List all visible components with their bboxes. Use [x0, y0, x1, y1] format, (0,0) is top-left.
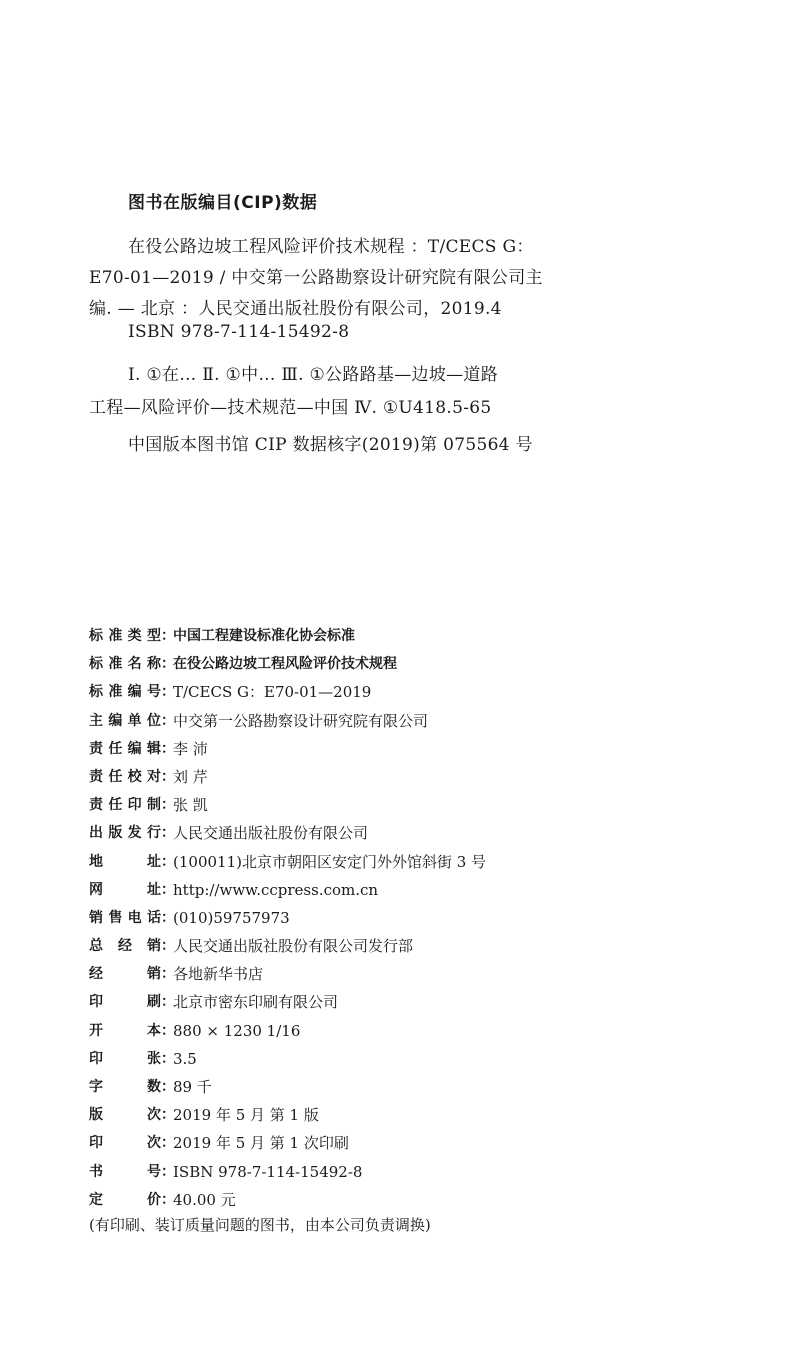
record-row	[89, 1101, 709, 1129]
record-row	[89, 848, 709, 876]
record-row	[89, 1158, 709, 1186]
cip-line: E70-01—2019 / 中交第一公路勘察设计研究院有限公司主	[89, 268, 543, 288]
record-colon: ：	[161, 1022, 175, 1039]
record-row	[89, 1129, 709, 1157]
record-colon: ：	[161, 1107, 175, 1124]
record-value: T/CECS G：E70-01—2019	[173, 683, 372, 702]
record-colon: ：	[161, 881, 175, 898]
record-colon: ：	[161, 853, 175, 870]
record-value: 张 凯	[173, 796, 208, 815]
record-label: 标准编号	[89, 684, 161, 701]
cip-record-number: 中国版本图书馆 CIP 数据核字(2019)第 075564 号	[128, 435, 533, 455]
record-label: 总经销	[89, 938, 161, 955]
record-label: 版次	[89, 1107, 161, 1124]
cip-classification: Ⅰ. ①在… Ⅱ. ①中… Ⅲ. ①公路路基—边坡—道路	[128, 365, 499, 385]
record-colon: ：	[161, 1163, 175, 1180]
cip-classification: 工程—风险评价—技术规范—中国 Ⅳ. ①U418.5-65	[89, 398, 492, 418]
record-colon: ：	[161, 684, 175, 701]
record-row	[89, 1045, 709, 1073]
record-row	[89, 1073, 709, 1101]
record-label: 出版发行	[89, 825, 161, 842]
record-value: http://www.ccpress.com.cn	[173, 880, 379, 899]
record-row	[89, 819, 709, 847]
cip-heading: 图书在版编目(CIP)数据	[128, 193, 318, 213]
record-value: 刘 芹	[173, 767, 208, 786]
record-value: 880 × 1230 1/16	[173, 1021, 301, 1040]
record-value: 在役公路边坡工程风险评价技术规程	[173, 656, 397, 673]
record-value: 李 沛	[173, 739, 208, 758]
record-colon: ：	[161, 909, 175, 926]
record-row	[89, 960, 709, 988]
record-colon: ：	[161, 797, 175, 814]
record-row	[89, 791, 709, 819]
record-label: 标准名称	[89, 656, 161, 673]
record-value: 各地新华书店	[173, 965, 264, 984]
record-label: 印次	[89, 1135, 161, 1152]
record-colon: ：	[161, 712, 175, 729]
record-colon: ：	[161, 768, 175, 785]
record-row	[89, 763, 709, 791]
record-colon: ：	[161, 938, 175, 955]
record-colon: ：	[161, 994, 175, 1011]
record-row	[89, 876, 709, 904]
record-label: 字数	[89, 1079, 161, 1095]
record-row	[89, 1017, 709, 1045]
record-label: 印刷	[89, 994, 161, 1011]
record-colon: ：	[161, 656, 175, 673]
record-value: 40.00 元	[173, 1190, 236, 1209]
record-label: 销售电话	[89, 909, 161, 926]
record-colon: ：	[161, 1191, 175, 1208]
record-colon: ：	[161, 966, 175, 983]
record-value: (100011)北京市朝阳区安定门外外馆斜街 3 号	[173, 852, 487, 871]
cip-line: 编. — 北京 ：人民交通出版社股份有限公司，2019.4	[89, 299, 502, 319]
record-row	[89, 735, 709, 763]
record-value: 89 千	[173, 1078, 212, 1096]
record-label: 开本	[89, 1022, 161, 1039]
record-colon: ：	[161, 740, 175, 757]
record-label: 责任印制	[89, 797, 161, 814]
record-label: 标准类型	[89, 628, 161, 644]
record-label: 书号	[89, 1163, 161, 1180]
record-label: 地址	[89, 853, 161, 870]
record-value: 人民交通出版社股份有限公司	[173, 824, 369, 843]
record-row	[89, 904, 709, 932]
record-row	[89, 988, 709, 1016]
record-colon: ：	[161, 825, 175, 842]
record-value: (010)59757973	[173, 908, 290, 927]
record-label: 网址	[89, 881, 161, 898]
record-colon: ：	[161, 1079, 175, 1095]
cip-isbn: ISBN 978-7-114-15492-8	[128, 322, 350, 342]
record-label: 定价	[89, 1191, 161, 1208]
record-value: 3.5	[173, 1049, 197, 1068]
record-colon: ：	[161, 1135, 175, 1152]
record-value: 2019 年 5 月 第 1 版	[173, 1106, 319, 1125]
record-value: 人民交通出版社股份有限公司发行部	[173, 937, 414, 956]
record-row	[89, 650, 709, 678]
record-value: 北京市密东印刷有限公司	[173, 993, 339, 1012]
record-value: ISBN 978-7-114-15492-8	[173, 1162, 363, 1181]
cip-line: 在役公路边坡工程风险评价技术规程 ：T/CECS G：	[128, 237, 534, 257]
record-colon: ：	[161, 628, 175, 644]
publication-record-table	[89, 622, 709, 1214]
footnote: (有印刷、装订质量问题的图书，由本公司负责调换)	[89, 1216, 431, 1234]
record-row	[89, 678, 709, 706]
record-row	[89, 932, 709, 960]
record-value: 2019 年 5 月 第 1 次印刷	[173, 1134, 349, 1153]
record-label: 经销	[89, 966, 161, 983]
record-label: 主编单位	[89, 712, 161, 729]
record-label: 印张	[89, 1050, 161, 1067]
record-value: 中国工程建设标准化协会标准	[173, 628, 355, 644]
record-value: 中交第一公路勘察设计研究院有限公司	[173, 711, 429, 730]
record-row	[89, 622, 709, 650]
record-label: 责任编辑	[89, 740, 161, 757]
record-label: 责任校对	[89, 768, 161, 785]
record-colon: ：	[161, 1050, 175, 1067]
record-row	[89, 1186, 709, 1214]
record-row	[89, 707, 709, 735]
